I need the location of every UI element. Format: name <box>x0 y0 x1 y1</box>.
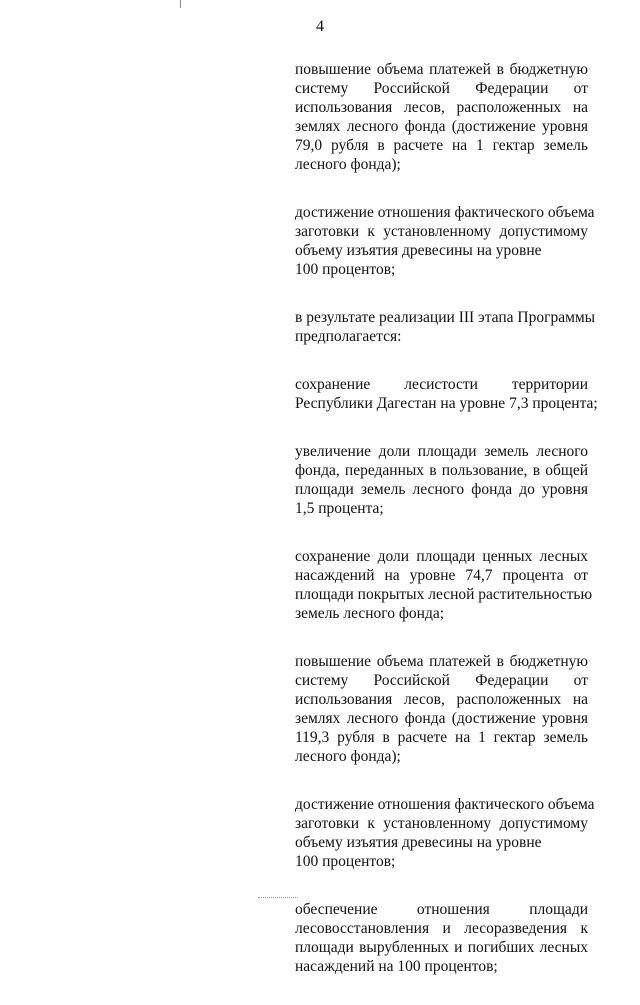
text-line: 100 процентов; <box>295 853 396 870</box>
scan-artifact <box>258 897 298 900</box>
text-line: достижение отношения фактического объема <box>295 204 595 221</box>
text-line: насаждений на уровне 74,7 процента от <box>295 567 588 584</box>
text-line: 79,0 рубля в расчете на 1 гектар земель <box>295 137 588 154</box>
text-line: 1,5 процента; <box>295 500 384 517</box>
text-line: лесовосстановления и лесоразведения к <box>295 920 588 937</box>
text-line: земель лесного фонда; <box>295 605 445 622</box>
paragraph-valuable-plantings <box>295 547 593 623</box>
text-line: 100 процентов; <box>295 261 396 278</box>
paragraph-harvest-ratio-stage-2 <box>295 203 595 279</box>
text-line: насаждений на 100 процентов; <box>295 958 498 975</box>
scan-edge-mark <box>180 0 181 8</box>
text-line: фонда, переданных в пользование, в общей <box>295 462 588 479</box>
text-line: землях лесного фонда (достижение уровня <box>295 710 588 727</box>
page-body <box>295 60 598 1005</box>
text-line: увеличение доли площади земель лесного <box>295 443 588 460</box>
text-line: использования лесов, расположенных на <box>295 99 588 116</box>
text-line: сохранение лесистости территории <box>295 376 588 393</box>
paragraph-land-use-share <box>295 442 588 518</box>
text-line: объему изъятия древесины на уровне <box>295 834 542 851</box>
paragraph-forest-cover <box>295 375 598 413</box>
text-line: лесного фонда); <box>295 156 401 173</box>
text-line: систему Российской Федерации от <box>295 672 588 689</box>
text-line: 119,3 рубля в расчете на 1 гектар земель <box>295 729 588 746</box>
text-line: сохранение доли площади ценных лесных <box>295 548 588 565</box>
paragraph-reforestation-ratio <box>295 900 588 976</box>
text-line: достижение отношения фактического объема <box>295 796 595 813</box>
text-line: в результате реализации III этапа Программы <box>295 309 596 326</box>
text-line: заготовки к установленному допустимому <box>295 815 588 832</box>
text-line: использования лесов, расположенных на <box>295 691 588 708</box>
text-line: повышение объема платежей в бюджетную <box>295 653 588 670</box>
text-line: предполагается: <box>295 328 402 345</box>
paragraph-payments-stage-2 <box>295 60 588 174</box>
text-line: заготовки к установленному допустимому <box>295 223 588 240</box>
text-line: площади земель лесного фонда до уровня <box>295 481 588 498</box>
text-line: Республики Дагестан на уровне 7,3 процента; <box>295 395 598 412</box>
text-line: систему Российской Федерации от <box>295 80 588 97</box>
paragraph-payments-stage-3 <box>295 652 588 766</box>
text-line: объему изъятия древесины на уровне <box>295 242 542 259</box>
text-line: обеспечение отношения площади <box>295 901 588 918</box>
text-line: площади вырубленных и погибших лесных <box>295 939 588 956</box>
paragraph-harvest-ratio-stage-3 <box>295 795 595 871</box>
paragraph-stage-3-intro <box>295 308 596 346</box>
text-line: повышение объема платежей в бюджетную <box>295 61 588 78</box>
text-line: площади покрытых лесной растительностью <box>295 586 593 603</box>
text-line: землях лесного фонда (достижение уровня <box>295 118 588 135</box>
page-number: 4 <box>316 18 324 35</box>
text-line: лесного фонда); <box>295 748 401 765</box>
